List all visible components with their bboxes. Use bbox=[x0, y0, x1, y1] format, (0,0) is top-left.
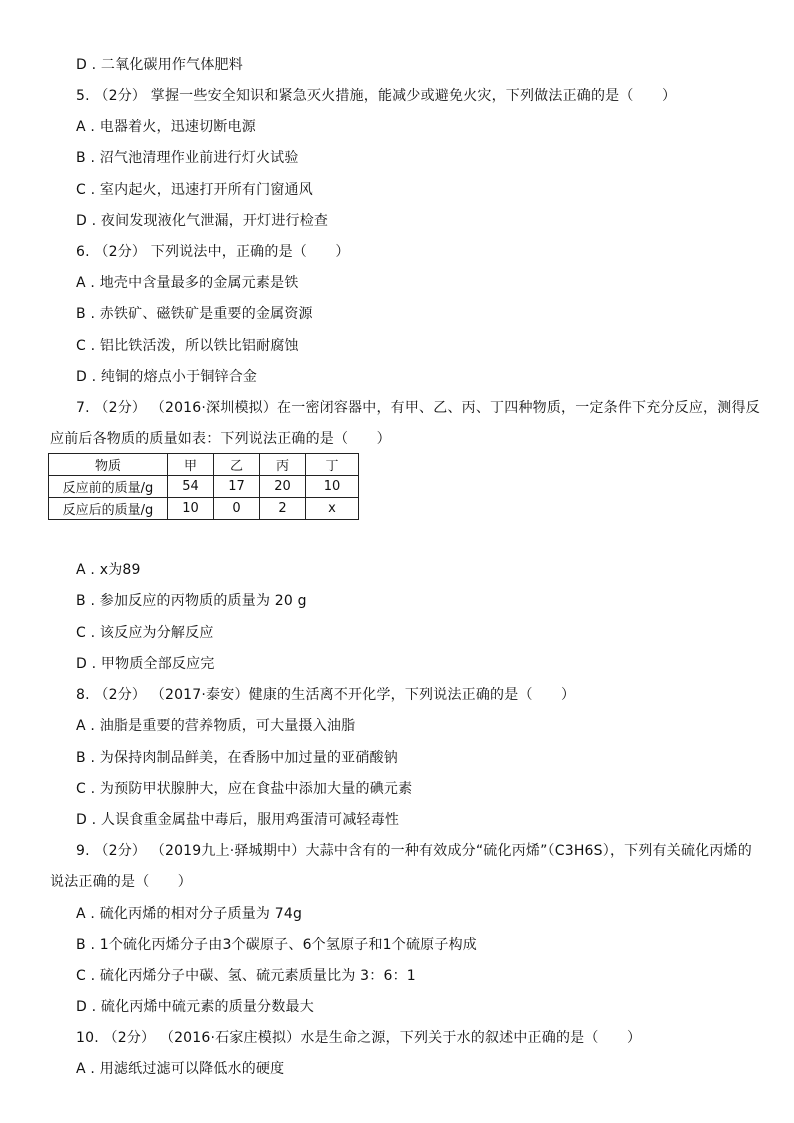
q9-option-c: C . 硫化丙烯分子中碳、氢、硫元素质量比为 3：6：1 bbox=[76, 968, 416, 984]
q9-stem-line2: 说法正确的是（ ） bbox=[50, 874, 192, 890]
table-header: 物质 bbox=[49, 454, 168, 476]
q5-stem: 5. （2分） 掌握一些安全知识和紧急灭火措施，能减少或避免火灾，下列做法正确的是（ ） bbox=[76, 88, 677, 104]
q9-option-a: A . 硫化丙烯的相对分子质量为 74g bbox=[76, 906, 303, 922]
q10-stem: 10. （2分） （2016·石家庄模拟）水是生命之源，下列关于水的叙述中正确的是（ ） bbox=[76, 1030, 642, 1046]
table-cell: 10 bbox=[168, 498, 214, 520]
table-row bbox=[49, 498, 359, 520]
table-header-row bbox=[49, 454, 359, 476]
q6-option-b: B . 赤铁矿、磁铁矿是重要的金属资源 bbox=[76, 306, 313, 322]
table-cell: 54 bbox=[168, 476, 214, 498]
q8-option-b: B . 为保持肉制品鲜美，在香肠中加过量的亚硝酸钠 bbox=[76, 750, 398, 766]
q9-option-b: B . 1个硫化丙烯分子由3个碳原子、6个氢原子和1个硫原子构成 bbox=[76, 937, 477, 953]
q4-option-d: D . 二氧化碳用作气体肥料 bbox=[76, 57, 243, 73]
q9-stem-line1: 9. （2分） （2019九上·驿城期中）大蒜中含有的一种有效成分“硫化丙烯”（C3H6S），下列有关硫化丙烯的 bbox=[76, 843, 752, 859]
q6-option-c: C . 铝比铁活泼，所以铁比铝耐腐蚀 bbox=[76, 338, 299, 354]
table-cell: 10 bbox=[306, 476, 359, 498]
q7-option-a: A . x为89 bbox=[76, 562, 141, 578]
q6-option-a: A . 地壳中含量最多的金属元素是铁 bbox=[76, 275, 299, 291]
q5-option-d: D . 夜间发现液化气泄漏，开灯进行检查 bbox=[76, 213, 329, 229]
q7-option-d: D . 甲物质全部反应完 bbox=[76, 656, 215, 672]
table-cell: 0 bbox=[214, 498, 260, 520]
table-header: 丙 bbox=[260, 454, 306, 476]
q7-stem-line1: 7. （2分） （2016·深圳模拟）在一密闭容器中，有甲、乙、丙、丁四种物质，一定条件下充分反应，测得反 bbox=[76, 400, 760, 416]
table-cell: 2 bbox=[260, 498, 306, 520]
mass-table bbox=[48, 453, 359, 520]
q10-option-a: A . 用滤纸过滤可以降低水的硬度 bbox=[76, 1061, 285, 1077]
q6-stem: 6. （2分） 下列说法中，正确的是（ ） bbox=[76, 244, 350, 260]
table-row bbox=[49, 476, 359, 498]
q5-option-a: A . 电器着火，迅速切断电源 bbox=[76, 119, 256, 135]
table-cell: 反应前的质量/g bbox=[49, 476, 168, 498]
table-cell: 17 bbox=[214, 476, 260, 498]
q8-option-a: A . 油脂是重要的营养物质，可大量摄入油脂 bbox=[76, 718, 356, 734]
q8-option-c: C . 为预防甲状腺肿大，应在食盐中添加大量的碘元素 bbox=[76, 781, 413, 797]
q6-option-d: D . 纯铜的熔点小于铜锌合金 bbox=[76, 369, 258, 385]
q9-option-d: D . 硫化丙烯中硫元素的质量分数最大 bbox=[76, 999, 314, 1015]
table-header: 甲 bbox=[168, 454, 214, 476]
q8-option-d: D . 人误食重金属盐中毒后，服用鸡蛋清可减轻毒性 bbox=[76, 812, 400, 828]
table-cell: 反应后的质量/g bbox=[49, 498, 168, 520]
q8-stem: 8. （2分） （2017·泰安）健康的生活离不开化学，下列说法正确的是（ ） bbox=[76, 687, 576, 703]
q5-option-b: B . 沼气池清理作业前进行灯火试验 bbox=[76, 150, 299, 166]
table-header: 丁 bbox=[306, 454, 359, 476]
q7-option-b: B . 参加反应的丙物质的质量为 20 g bbox=[76, 593, 307, 609]
q7-option-c: C . 该反应为分解反应 bbox=[76, 625, 214, 641]
table-header: 乙 bbox=[214, 454, 260, 476]
q7-stem-line2: 应前后各物质的质量如表：下列说法正确的是（ ） bbox=[50, 431, 391, 447]
table-cell: x bbox=[306, 498, 359, 520]
q5-option-c: C . 室内起火，迅速打开所有门窗通风 bbox=[76, 182, 313, 198]
table-cell: 20 bbox=[260, 476, 306, 498]
